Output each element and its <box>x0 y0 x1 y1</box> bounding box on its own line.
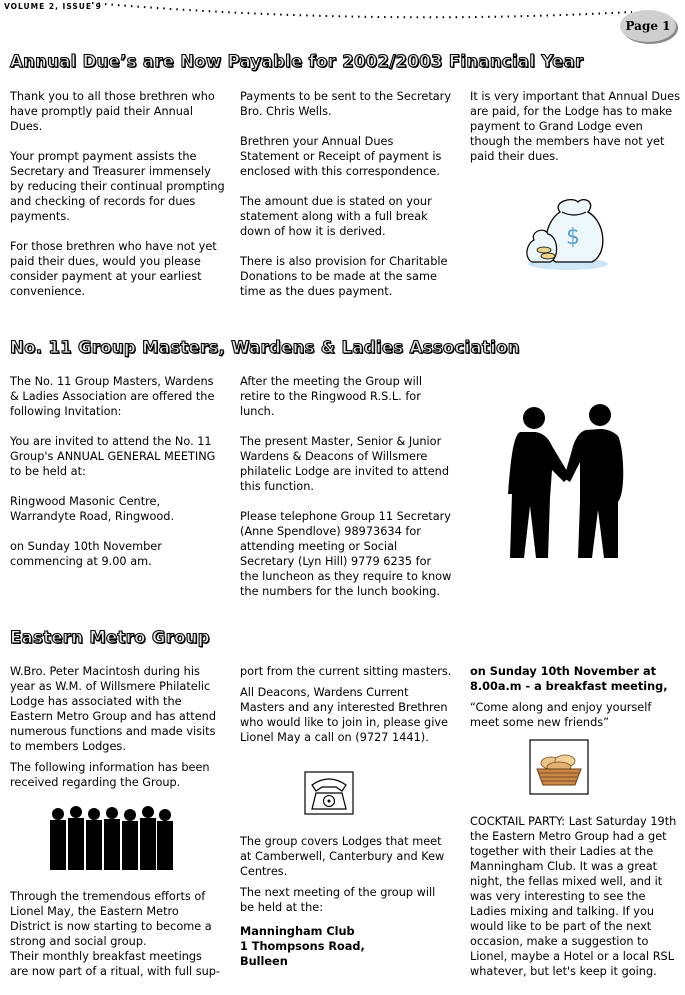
group11-paragraph: on Sunday 10th November commencing at 9.00 am. <box>10 540 162 568</box>
dues-paragraph: Brethren your Annual Dues Statement or Receipt of payment is enclosed with this correspondence. <box>240 135 442 178</box>
group-of-men-silhouette-icon <box>46 804 176 870</box>
breakfast-quote: “Come along and enjoy yourself meet some new friends” <box>470 701 652 729</box>
dues-paragraph: Payments to be sent to the Secretary Bro. Chris Wells. <box>240 90 452 118</box>
bread-basket-icon <box>529 739 589 795</box>
venue-name: Manningham Club <box>240 925 355 938</box>
group11-paragraph: After the meeting the Group will retire to the Ringwood R.S.L. for lunch. <box>240 375 423 418</box>
eastern-paragraph: Through the tremendous efforts of Lionel May, the Eastern Metro District is now starting to become a strong and social group. <box>10 890 212 948</box>
dues-column-1 <box>10 89 225 314</box>
group11-column-2 <box>240 374 452 614</box>
venue-street: 1 Thompsons Road, <box>240 940 365 953</box>
group11-paragraph: Ringwood Masonic Centre, Warrandyte Road, Ringwood. <box>10 495 175 523</box>
eastern-paragraph: The group covers Lodges that meet at Camberwell, Canterbury and Kew Centres. <box>240 835 445 878</box>
dues-paragraph: For those brethren who have not yet paid their dues, would you please consider payment at your earliest convenience. <box>10 240 217 298</box>
dues-column-3 <box>470 89 680 179</box>
group11-paragraph: Please telephone Group 11 Secretary (Anne Spendlove) 98973634 for attending meeting or Social Secretary (Lyn Hill) 9779 6235 for the luncheon as they require to know the numbers for the lunch booking. <box>240 510 452 598</box>
handshake-silhouette-icon <box>494 402 642 562</box>
eastern-paragraph: The following information has been received regarding the Group. <box>10 761 210 789</box>
volume-issue-label: VOLUME 2, ISSUE 9 <box>4 2 102 11</box>
eastern-column-3 <box>470 664 680 736</box>
group11-heading: No. 11 Group Masters, Wardens & Ladies Association <box>10 338 520 357</box>
group11-paragraph: You are invited to attend the No. 11 Group's ANNUAL GENERAL MEETING to be held at: <box>10 435 216 478</box>
eastern-column-2-continued <box>240 834 452 969</box>
eastern-paragraph: W.Bro. Peter Macintosh during his year as W.M. of Willsmere Philatelic Lodge has associated with the Eastern Metro Group and has attend numerous functions and made visits to members Lodges. <box>10 665 216 753</box>
cocktail-party-paragraph: COCKTAIL PARTY: Last Saturday 19th the Eastern Metro Group had a get together with their Ladies at the Manningham Club. It was a great night, the fellas mixed well, and it was very interesting to see the Ladies mixing and talking. If you would like to be part of the next occasion, make a suggestion to Lionel, maybe a Hotel or a local RSL whatever, but let's keep it going. <box>470 815 677 978</box>
money-bags-icon <box>522 192 612 272</box>
dues-heading: Annual Due’s are Now Payable for 2002/2003 Financial Year <box>10 52 584 71</box>
dues-paragraph: The amount due is stated on your statement along with a full break down of how it is derived. <box>240 195 432 238</box>
page-number: Page 1 <box>625 19 671 33</box>
eastern-column-2 <box>240 664 452 751</box>
dues-paragraph: There is also provision for Charitable Donations to be made at the same time as the dues payment. <box>240 255 448 298</box>
group11-column-1 <box>10 374 220 584</box>
eastern-column-1 <box>10 664 222 796</box>
eastern-column-3-continued <box>470 814 680 979</box>
eastern-paragraph: The next meeting of the group will be held at the: <box>240 886 436 914</box>
eastern-paragraph: port from the current sitting masters. <box>240 665 452 678</box>
eastern-paragraph: All Deacons, Wardens Current Masters and any interested Brethren who would like to join in, please give Lionel May a call on (9727 1441). <box>240 686 448 744</box>
eastern-heading: Eastern Metro Group <box>10 628 210 647</box>
dues-paragraph: Thank you to all those brethren who have promptly paid their Annual Dues. <box>10 90 215 133</box>
dues-column-2 <box>240 89 452 314</box>
dotted-header-rule <box>92 0 632 30</box>
group11-paragraph: The No. 11 Group Masters, Wardens & Ladies Association are offered the following Invitation: <box>10 375 215 418</box>
page-number-badge <box>620 10 676 42</box>
venue-suburb: Bulleen <box>240 955 288 968</box>
eastern-paragraph: Their monthly breakfast meetings are now part of a ritual, with full sup- <box>10 950 220 978</box>
breakfast-date: on Sunday 10th November at 8.00a.m - a breakfast meeting, <box>470 665 668 693</box>
telephone-icon <box>304 771 354 815</box>
svg-text:$: $ <box>566 225 580 250</box>
eastern-column-1-continued <box>10 889 222 979</box>
dues-paragraph: It is very important that Annual Dues are paid, for the Lodge has to make payment to Grand Lodge even though the members have not yet paid their dues. <box>470 90 681 163</box>
group11-paragraph: The present Master, Senior & Junior Wardens & Deacons of Willsmere philatelic Lodge are invited to attend this function. <box>240 435 449 493</box>
dues-paragraph: Your prompt payment assists the Secretary and Treasurer immensely by reducing their continual prompting and checking of records for dues payments. <box>10 150 225 223</box>
